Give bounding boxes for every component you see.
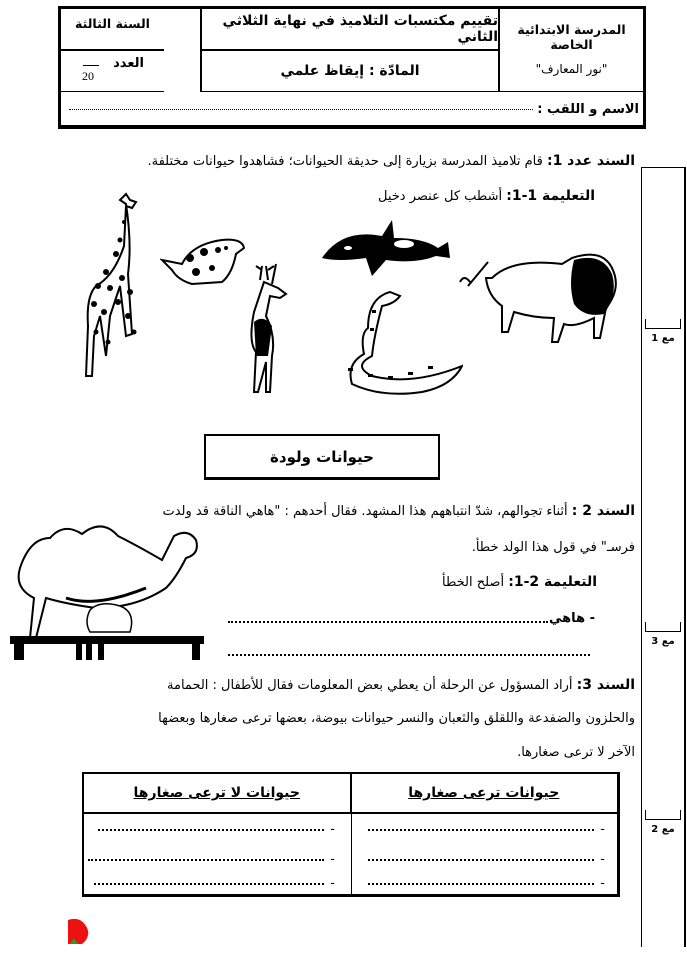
instruction-2-1-text: أصلح الخطأ: [442, 575, 505, 590]
table-row-right-2[interactable]: [368, 852, 605, 867]
support-3-line3: الآخر لا ترعى صغارها.: [517, 745, 635, 760]
table-row-left-2[interactable]: [88, 852, 335, 867]
instruction-1-1-label: التعليمة 1-1:: [506, 188, 595, 204]
support-2-label: السند 2 :: [571, 503, 635, 519]
support-2-line2: [472, 540, 635, 555]
table-row-left-1[interactable]: [98, 822, 335, 837]
answer-prefix: - هاهي: [549, 611, 595, 626]
section-title-box: [204, 434, 440, 480]
exam-title-cell: [200, 9, 498, 51]
instruction-2-1-label: التعليمة 2-1:: [508, 574, 597, 590]
dash: -: [330, 822, 335, 837]
support-3-line1: [167, 677, 635, 693]
score-box-3[interactable]: [645, 622, 681, 632]
instruction-2-1: [442, 574, 597, 590]
support-2-line1: [162, 503, 635, 519]
blank-right-1[interactable]: [368, 829, 594, 831]
support-1: [147, 153, 635, 169]
support-2-text2: فرسـ" في قول هذا الولد خطأ.: [471, 540, 635, 555]
blank-left-2[interactable]: [88, 859, 324, 861]
classification-table: [82, 772, 620, 897]
grade-cell: [61, 9, 164, 51]
giraffe-illustration[interactable]: [80, 192, 155, 392]
score-label: العدد: [113, 56, 144, 71]
subject-cell: [200, 51, 498, 92]
name-row: [61, 92, 643, 126]
instruction-1-1: [378, 188, 595, 204]
column-divider: [351, 774, 352, 894]
header-table: [58, 6, 646, 129]
answer-line-2[interactable]: [228, 654, 590, 656]
score-box-2[interactable]: [645, 810, 681, 820]
support-2-text1: أثناء تجوالهم، شدّ انتباههم هذا المشهد. فقال أحدهم : "هاهي الناقة قد ولدت: [162, 504, 568, 519]
dash: -: [600, 852, 605, 867]
grading-margin: [641, 167, 685, 947]
mark-2: مع 2: [651, 824, 675, 835]
header-care-young: [351, 774, 618, 814]
support-1-label: السند عدد 1:: [546, 153, 635, 169]
snake-illustration[interactable]: [328, 288, 463, 398]
school-name-line2: "نور المعارف": [535, 62, 608, 76]
subject: المادّة : إيقاظ علمي: [280, 63, 420, 79]
table-row-left-3[interactable]: [94, 876, 335, 891]
table-row-right-3[interactable]: [368, 876, 605, 891]
camel-illustration: [6, 518, 206, 663]
header-no-care-young-text: حيوانات لا ترعى صغارها: [133, 785, 300, 801]
grade-label: السنة الثالثة: [75, 16, 150, 31]
dash: -: [330, 876, 335, 891]
dash: -: [600, 822, 605, 837]
table-row-right-1[interactable]: [368, 822, 605, 837]
section-title: حيوانات ولودة: [270, 447, 374, 466]
support-3-text1: أراد المسؤول عن الرحلة أن يعطي بعض المعلومات فقال للأطفال : الحمامة: [167, 678, 573, 693]
dash: -: [600, 876, 605, 891]
support-1-text: قام تلاميذ المدرسة بزيارة إلى حديقة الحيوانات؛ فشاهدوا حيوانات مختلفة.: [147, 154, 543, 169]
answer-line-1[interactable]: [228, 621, 548, 623]
dash: -: [330, 852, 335, 867]
school-cell: [498, 9, 643, 92]
school-name-line1: المدرسة الابتدائية الخاصة: [517, 22, 626, 52]
blank-left-3[interactable]: [94, 883, 324, 885]
name-label: الاسم و اللقب :: [537, 101, 639, 117]
header-care-young-text: حيوانات ترعى صغارها: [408, 785, 560, 801]
margin-top-line: [641, 167, 685, 168]
score-cell: [61, 51, 164, 92]
score-total: 20: [82, 69, 94, 83]
support-3-label: السند 3:: [576, 677, 635, 693]
instruction-1-1-text: أشطب كل عنصر دخيل: [377, 189, 503, 204]
lion-illustration[interactable]: [452, 248, 632, 348]
header-no-care-young: [84, 774, 351, 814]
mark-1: مع 1: [651, 333, 675, 344]
mark-3: مع 3: [651, 636, 675, 647]
score-box-1[interactable]: [645, 319, 681, 329]
deer-illustration[interactable]: [232, 262, 302, 394]
blank-right-2[interactable]: [368, 859, 594, 861]
red-stamp-mark: [64, 918, 92, 948]
support-3-line2: والحلزون والضفدعة واللقلق والثعبان والنسر حيوانات بيوضة، بعضها ترعى صغارها وبعضها: [158, 711, 635, 726]
orca-illustration[interactable]: [318, 218, 453, 278]
exam-title: تقييم مكتسبات التلاميذ في نهاية الثلاثي الثاني: [222, 13, 498, 45]
blank-right-3[interactable]: [368, 883, 594, 885]
blank-left-1[interactable]: [98, 829, 324, 831]
name-field[interactable]: [69, 108, 533, 110]
fraction-bar: [83, 65, 99, 66]
